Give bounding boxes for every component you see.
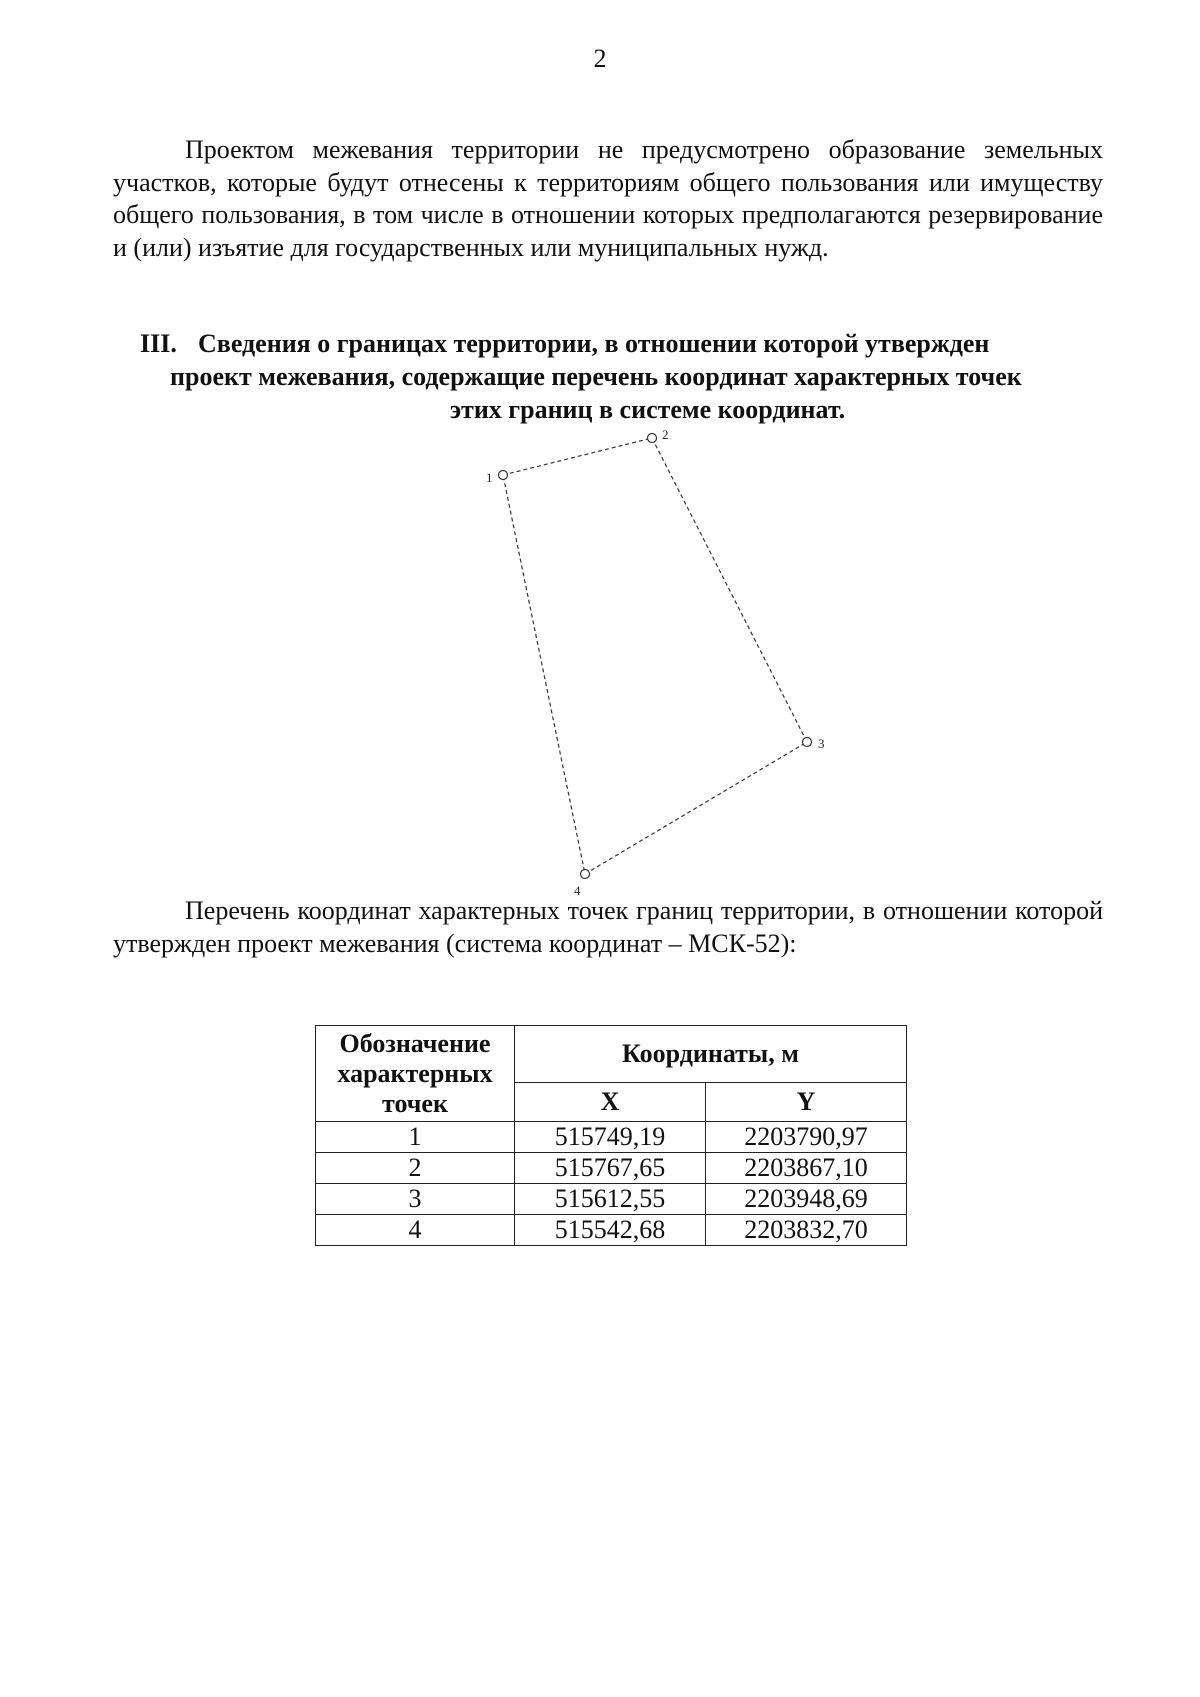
table-row <box>316 1215 907 1246</box>
cell-point: 3 <box>316 1184 515 1215</box>
point-label-3: 3 <box>818 736 825 751</box>
header-point: Обозначение характерных точек <box>316 1026 515 1122</box>
header-coordinates: Координаты, м <box>515 1026 907 1083</box>
boundary-point-2 <box>648 427 669 443</box>
table-row <box>316 1122 907 1153</box>
cell-x: 515542,68 <box>515 1215 706 1246</box>
table-row <box>316 1184 907 1215</box>
cell-point: 4 <box>316 1215 515 1246</box>
cell-y: 2203790,97 <box>706 1122 907 1153</box>
cell-x: 515612,55 <box>515 1184 706 1215</box>
header-y: Y <box>706 1083 907 1122</box>
coordinates-table <box>315 1025 907 1246</box>
boundary-point-3 <box>803 736 825 751</box>
cell-y: 2203948,69 <box>706 1184 907 1215</box>
cell-y: 2203832,70 <box>706 1215 907 1246</box>
cell-point: 2 <box>316 1153 515 1184</box>
cell-x: 515749,19 <box>515 1122 706 1153</box>
heading-text-1: Сведения о границах территории, в отношении которой утвержден <box>198 329 990 358</box>
heading-line-3: этих границ в системе координат. <box>449 395 846 424</box>
intro-paragraph: Проектом межевания территории не предусмотрено образование земельных участков, которые будут отнесены к территориям общего пользования или имуществу общего пользования, в том числе в отношении которых предполагаются резервирование и (или) изъятие для государственных или муниципальных нужд. <box>113 135 1103 262</box>
point-label-2: 2 <box>662 427 669 442</box>
table-header-row <box>316 1026 907 1083</box>
point-label-4: 4 <box>574 883 581 898</box>
page-number: 2 <box>593 44 607 73</box>
coordinates-paragraph: Перечень координат характерных точек границ территории, в отношении которой утвержден проект межевания (система координат – МСК-52): <box>113 896 1103 958</box>
boundary-point-4 <box>574 870 590 899</box>
table-row <box>316 1153 907 1184</box>
cell-x: 515767,65 <box>515 1153 706 1184</box>
cell-point: 1 <box>316 1122 515 1153</box>
section-number: III. <box>140 329 177 358</box>
cell-y: 2203867,10 <box>706 1153 907 1184</box>
boundary-point-1 <box>486 470 508 485</box>
point-label-1: 1 <box>486 470 493 485</box>
heading-line-2: проект межевания, содержащие перечень координат характерных точек <box>170 362 1022 391</box>
header-x: X <box>515 1083 706 1122</box>
boundary-polygon <box>503 438 807 874</box>
